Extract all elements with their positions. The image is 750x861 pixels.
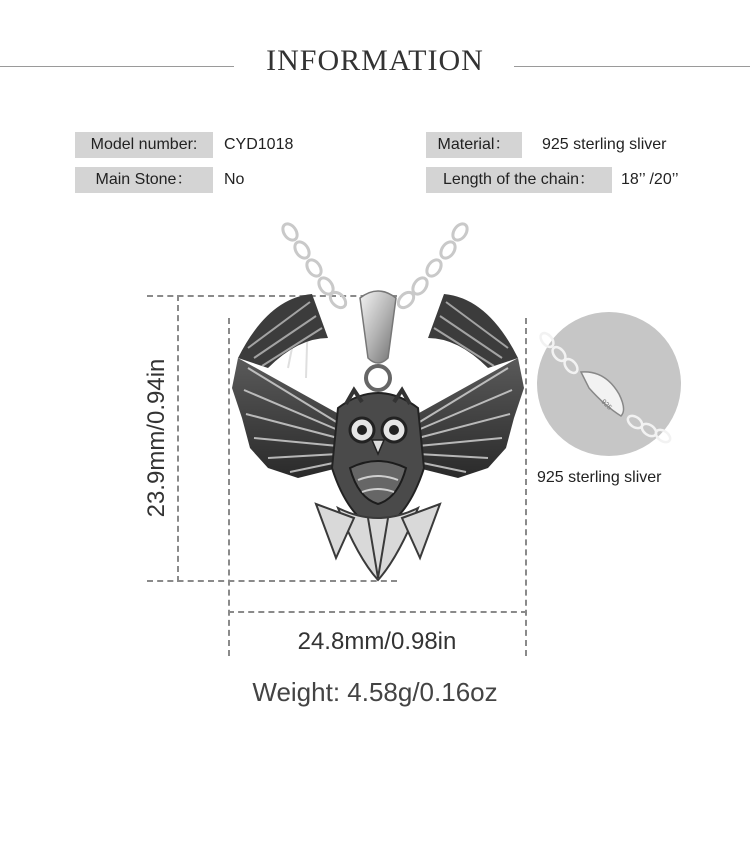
- material-label: Material：: [426, 132, 522, 158]
- main-stone-value: No: [224, 171, 245, 188]
- chain-closeup-image: [535, 310, 683, 458]
- height-guide-vertical: [177, 295, 179, 582]
- page-title: INFORMATION: [266, 44, 484, 77]
- chain-length-value: 18’’ /20’’: [621, 171, 679, 188]
- weight-text: Weight: 4.58g/0.16oz: [252, 677, 498, 707]
- main-stone-label: Main Stone：: [75, 167, 213, 193]
- right-wing: [410, 294, 524, 478]
- width-dimension-text: 24.8mm/0.98in: [297, 628, 457, 655]
- chain-closeup-caption: 925 sterling sliver: [537, 469, 662, 486]
- owl-body: [332, 390, 424, 530]
- left-wing: [232, 294, 346, 478]
- header-rule-right: [514, 66, 750, 67]
- chain-length-label: Length of the chain：: [426, 167, 612, 193]
- owl-pendant-image: [228, 218, 528, 588]
- model-number-value: CYD1018: [224, 136, 294, 153]
- clasp-stamp: 925: [599, 398, 613, 412]
- width-guide-horizontal: [228, 611, 527, 613]
- pendant-bail: [360, 291, 396, 363]
- model-number-label: Model number:: [75, 132, 213, 158]
- material-value: 925 sterling sliver: [542, 136, 667, 153]
- height-dimension-text: 23.9mm/0.94in: [143, 358, 170, 518]
